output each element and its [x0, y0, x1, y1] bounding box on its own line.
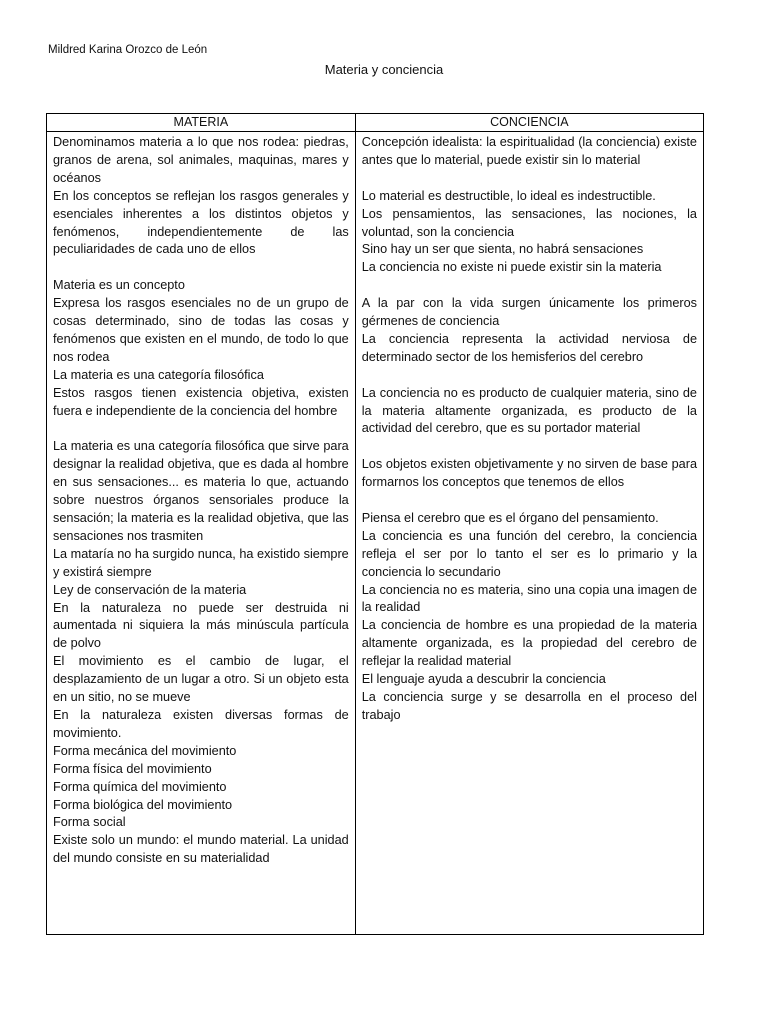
document-title: Materia y conciencia [324, 62, 444, 77]
materia-paragraph: En la naturaleza existen diversas formas de movimiento. [53, 707, 349, 740]
materia-paragraph: Expresa los rasgos esenciales no de un grupo de cosas determinado, sino de todas las cosas y fenómenos que existen en el mundo, de todo lo que nos rodea [53, 296, 349, 364]
materia-paragraph: Forma física del movimiento [53, 761, 212, 776]
conciencia-paragraph: Lo material es destructible, lo ideal es indestructible. [361, 188, 656, 203]
materia-paragraph: La materia es una categoría filosófica que sirve para designar la realidad objetiva, que es dada al hombre en sus sensaciones... es materia lo que, actuando sobre nuestros órganos sensoriales produce la sensación; la materia es la realidad objetiva, que las sensaciones nos trasmiten [53, 439, 349, 543]
paragraph-spacer [362, 492, 697, 510]
table-body-row [47, 132, 704, 935]
materia-column [47, 132, 356, 935]
author-name: Mildred Karina Orozco de León [48, 44, 208, 56]
header-conciencia: CONCIENCIA [355, 114, 703, 132]
conciencia-paragraph: Piensa el cerebro que es el órgano del pensamiento. [361, 510, 659, 525]
conciencia-paragraph: La conciencia representa la actividad nerviosa de determinado sector de los hemisferios del cerebro [361, 331, 697, 364]
materia-paragraph: Forma mecánica del movimiento [53, 743, 237, 758]
materia-paragraph: Forma biológica del movimiento [53, 797, 233, 812]
paragraph-spacer [362, 170, 697, 188]
comparison-table [46, 113, 704, 935]
paragraph-spacer [362, 438, 697, 456]
conciencia-paragraph: La conciencia de hombre es una propiedad de la materia altamente organizada, es la propiedad del cerebro de reflejar la realidad material [361, 618, 697, 669]
conciencia-paragraph: La conciencia surge y se desarrolla en el proceso del trabajo [361, 690, 697, 722]
materia-paragraph: Forma social [53, 815, 126, 830]
conciencia-paragraph: Los pensamientos, las sensaciones, las nociones, la voluntad, son la conciencia [361, 206, 697, 239]
materia-paragraph: La materia es una categoría filosófica [53, 367, 264, 382]
materia-paragraph: Materia es un concepto [53, 278, 185, 293]
conciencia-paragraph: El lenguaje ayuda a descubrir la conciencia [361, 672, 606, 687]
conciencia-paragraph: La conciencia no existe ni puede existir sin la materia [361, 260, 662, 275]
conciencia-paragraph: Los objetos existen objetivamente y no sirven de base para formarnos los conceptos que tenemos de ellos [361, 457, 697, 490]
conciencia-paragraph: La conciencia no es producto de cualquier materia, sino de la materia altamente organizada, es producto de la actividad del cerebro, que es su portador material [361, 385, 697, 436]
paragraph-spacer [53, 420, 349, 438]
paragraph-spacer [53, 259, 349, 277]
materia-paragraph: Existe solo un mundo: el mundo material. La unidad del mundo consiste en su materialidad [53, 833, 349, 866]
paragraph-spacer [362, 277, 697, 295]
conciencia-paragraph: La conciencia es una función del cerebro, la conciencia refleja el ser por lo tanto el ser es lo primario y la conciencia lo secundario [361, 528, 697, 579]
materia-paragraph: Estos rasgos tienen existencia objetiva, existen fuera e independiente de la conciencia del hombre [53, 385, 349, 418]
conciencia-column [355, 132, 703, 935]
materia-paragraph: En la naturaleza no puede ser destruida ni aumentada ni siquiera la más minúscula partícula de polvo [53, 600, 349, 651]
materia-paragraph: El movimiento es el cambio de lugar, el desplazamiento de un lugar a otro. Si un objeto esta en un sitio, no se mueve [53, 654, 349, 705]
conciencia-paragraph: Sino hay un ser que sienta, no habrá sensaciones [361, 242, 644, 257]
conciencia-paragraph: A la par con la vida surgen únicamente los primeros gérmenes de conciencia [361, 296, 697, 329]
materia-paragraph: En los conceptos se reflejan los rasgos generales y esenciales inherentes a los distintos objetos y fenómenos, independientemente de las peculiaridades de cada uno de ellos [53, 188, 349, 257]
conciencia-paragraph: Concepción idealista: la espiritualidad (la conciencia) existe antes que lo material, puede existir sin lo material [361, 135, 697, 167]
materia-paragraph: La mataría no ha surgido nunca, ha existido siempre y existirá siempre [53, 546, 349, 579]
paragraph-spacer [362, 367, 697, 385]
table-header-row [47, 114, 704, 132]
conciencia-paragraph: La conciencia no es materia, sino una copia una imagen de la realidad [361, 582, 697, 615]
header-materia: MATERIA [47, 114, 356, 132]
materia-paragraph: Denominamos materia a lo que nos rodea: piedras, granos de arena, sol animales, maquinas, mares y océanos [53, 135, 349, 185]
materia-paragraph: Forma química del movimiento [53, 779, 227, 794]
materia-paragraph: Ley de conservación de la materia [53, 582, 247, 597]
